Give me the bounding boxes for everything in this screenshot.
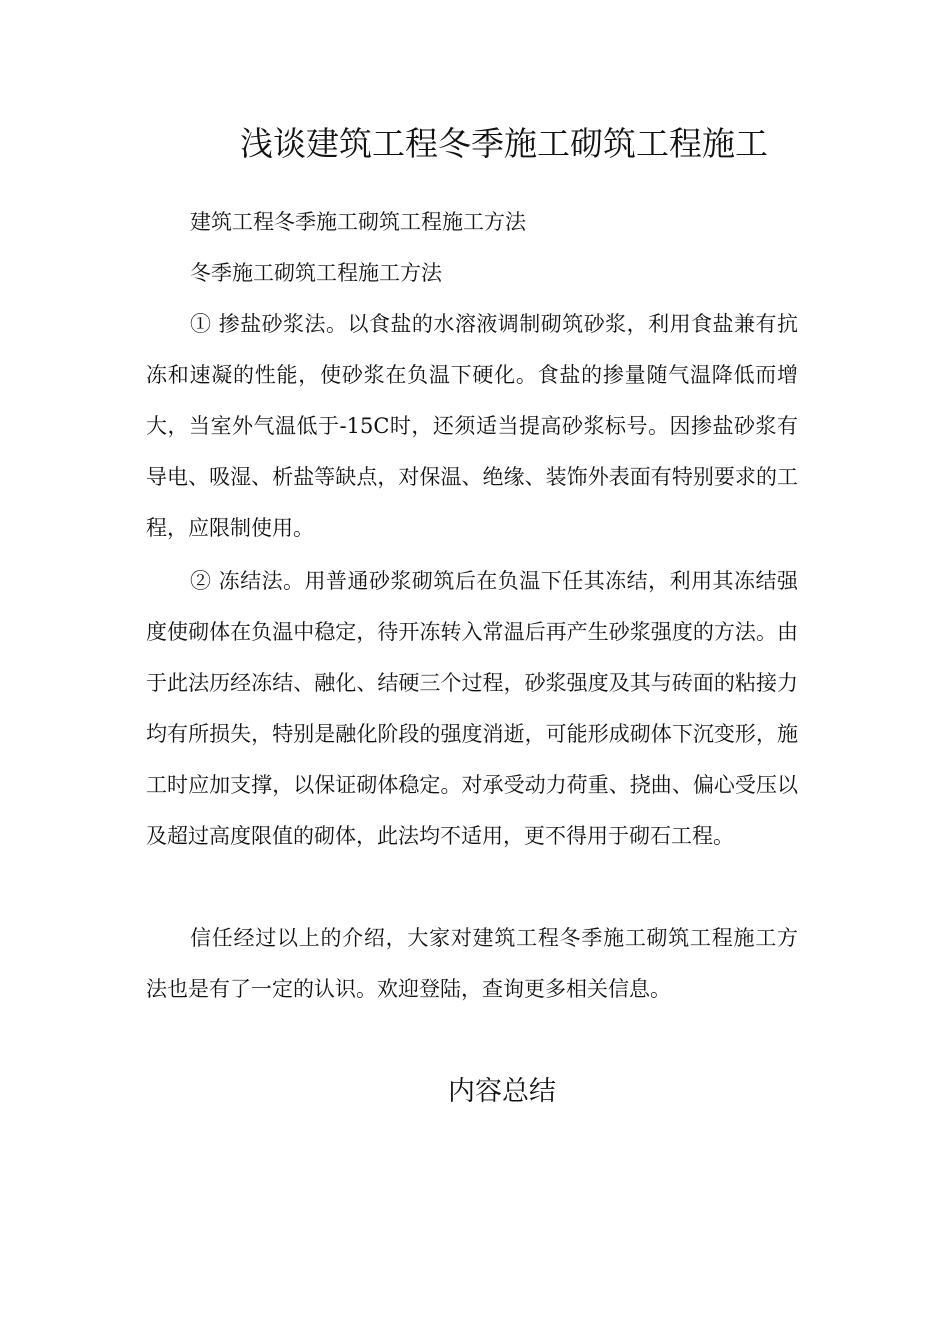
paragraph-conclusion: 信任经过以上的介绍，大家对建筑工程冬季施工砌筑工程施工方法也是有了一定的认识。欢迎登陆，查询更多相关信息。 [146,926,798,1001]
paragraph-freezing-method: ② 冻结法。用普通砂浆砌筑后在负温下任其冻结，利用其冻结强度使砌体在负温中稳定，待开冻转入常温后再产生砂浆强度的方法。由于此法历经冻结、融化、结硬三个过程，砂浆强度及其与砖面的粘接力均有所损失，特别是融化阶段的强度消逝，可能形成砌体下沉变形，施工时应加支撑，以保证砌体稳定。对承受动力荷重、挠曲、偏心受压以及超过高度限值的砌体，此法均不适用，更不得用于砌石工程。 [146,569,798,848]
paragraph-salt-mortar: ① 掺盐砂浆法。以食盐的水溶液调制砌筑砂浆，利用食盐兼有抗冻和速凝的性能，使砂浆在负温下硬化。食盐的掺量随气温降低而增大，当室外气温低于-15C时，还须适当提高砂浆标号。因掺盐砂浆有导电、吸湿、析盐等缺点，对保温、绝缘、装饰外表面有特别要求的工程，应限制使用。 [146,312,798,540]
subtitle-1: 建筑工程冬季施工砌筑工程施工方法 [190,210,526,234]
summary-heading: 内容总结 [448,1076,556,1107]
subtitle-2: 冬季施工砌筑工程施工方法 [190,261,442,285]
document-title: 浅谈建筑工程冬季施工砌筑工程施工 [240,124,768,163]
